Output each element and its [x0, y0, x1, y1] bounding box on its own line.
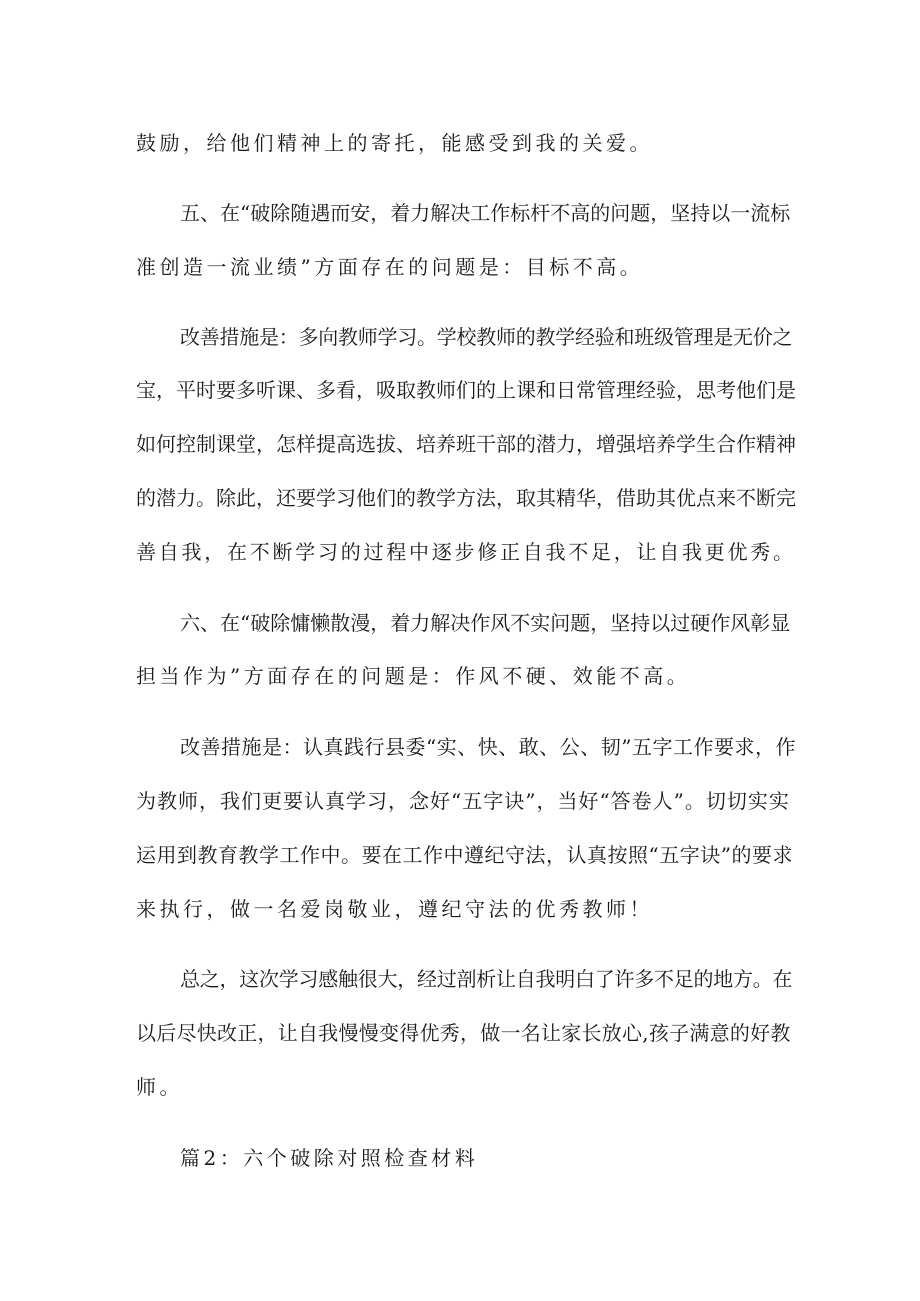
- text-line: 总之，这次学习感触很大，经过剖析让自我明白了许多不足的地方。在: [180, 967, 793, 991]
- text-line: 宝，平时要多听课、多看，吸取教师们的上课和日常管理经验，思考他们是: [136, 378, 796, 402]
- text-line: 运用到教育教学工作中。要在工作中遵纪守法，认真按照“五字诀”的要求: [136, 843, 793, 867]
- text-line: 准创造一流业绩”方面存在的问题是：目标不高。: [136, 255, 644, 279]
- text-line: 如何控制课堂，怎样提高选拔、培养班干部的潜力，增强培养学生合作精神: [136, 432, 796, 456]
- text-line: 以后尽快改正，让自我慢慢变得优秀，做一名让家长放心,孩子满意的好教: [136, 1021, 791, 1045]
- section-heading: 篇2：六个破除对照检查材料: [180, 1146, 479, 1170]
- text-line: 为教师，我们更要认真学习，念好“五字诀”，当好“答卷人”。切切实实: [136, 789, 790, 813]
- text-line: 改善措施是：多向教师学习。学校教师的教学经验和班级管理是无价之: [180, 325, 793, 349]
- text-line: 改善措施是：认真践行县委“实、快、敢、公、韧”五字工作要求，作: [180, 735, 796, 759]
- text-line: 鼓励，给他们精神上的寄托，能感受到我的关爱。: [136, 131, 653, 155]
- text-line: 六、在“破除慵懒散漫，着力解决作风不实问题，坚持以过硬作风彰显: [180, 611, 791, 635]
- text-line: 担当作为”方面存在的问题是：作风不硬、效能不高。: [136, 664, 691, 688]
- text-line: 五、在“破除随遇而安，着力解决工作标杆不高的问题，坚持以一流标: [180, 201, 791, 225]
- text-line: 的潜力。除此，还要学习他们的教学方法，取其精华，借助其优点来不断完: [136, 486, 796, 510]
- text-line: 师。: [136, 1075, 183, 1099]
- text-line: 来执行，做一名爱岗敬业，遵纪守法的优秀教师！: [136, 897, 653, 921]
- text-line: 善自我，在不断学习的过程中逐步修正自我不足，让自我更优秀。: [136, 540, 796, 564]
